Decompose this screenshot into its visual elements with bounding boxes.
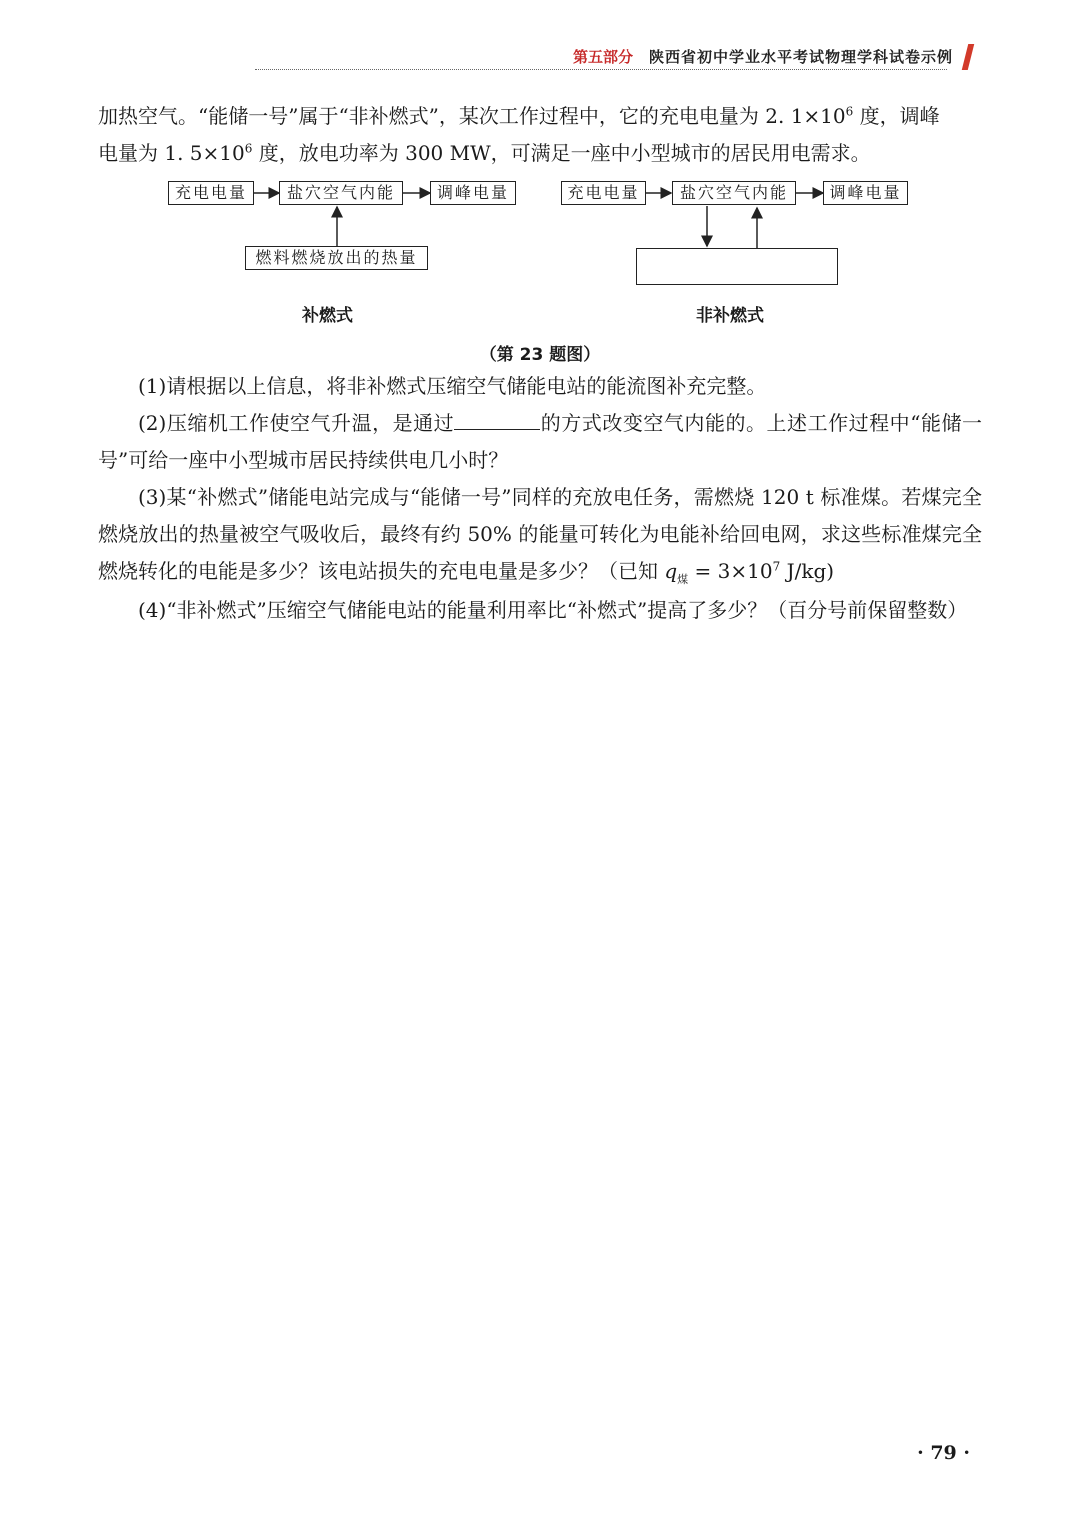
right-box-peak: 调峰电量: [823, 181, 908, 205]
question-3-part-b: = 3×10: [688, 559, 773, 583]
question-2: [98, 405, 982, 479]
right-box-empty-answer[interactable]: [636, 248, 838, 285]
question-3-part-a: (3)某“补燃式”储能电站完成与“能储一号”同样的充放电任务，需燃烧 120 t 标准煤。若煤完全燃烧放出的热量被空气吸收后，最终有约 50% 的能量可转化为电能补给回电网，求这些标准煤完全燃烧转化的电能是多少？该电站损失的充电电量是多少？（已知: [98, 485, 982, 583]
answer-blank[interactable]: [454, 409, 540, 430]
intro-line1-b: 度，调峰: [853, 104, 940, 128]
intro-line2-b: 度，放电功率为 300 MW，可满足一座中小型城市的居民用电需求。: [252, 141, 871, 165]
right-diagram-label: 非补燃式: [696, 306, 764, 326]
flow-diagram-arrows: [0, 0, 1080, 340]
intro-line2-sup: 6: [244, 141, 253, 156]
intro-line1-a: 加热空气。“能储一号”属于“非补燃式”，某次工作过程中，它的充电电量为 2. 1×10: [98, 104, 846, 128]
left-box-cave: 盐穴空气内能: [279, 181, 403, 205]
question-3-q-symbol: q: [664, 559, 678, 583]
question-3-part-c: J/kg): [780, 559, 835, 583]
right-box-charge: 充电电量: [561, 181, 646, 205]
left-diagram-label: 补燃式: [302, 306, 353, 326]
intro-line1-sup: 6: [845, 104, 854, 119]
left-box-charge: 充电电量: [168, 181, 254, 205]
left-box-fuel: 燃料燃烧放出的热量: [245, 246, 428, 270]
figure-caption: （第 23 题图）: [479, 345, 601, 365]
question-1: (1)请根据以上信息，将非补燃式压缩空气储能电站的能流图补充完整。: [138, 374, 767, 398]
question-2-part-a: (2)压缩机工作使空气升温，是通过: [138, 411, 455, 435]
question-2-part-b: 的方式改变空气内能的。上述工作过程中“能储一号”可给一座中小型城市居民持续供电几小时？: [98, 411, 982, 472]
page-number: · 79 ·: [917, 1442, 970, 1464]
left-box-peak: 调峰电量: [430, 181, 516, 205]
question-3-q-subscript: 煤: [677, 573, 689, 586]
header-title: 陕西省初中学业水平考试物理学科试卷示例: [648, 48, 953, 66]
question-3-exponent: 7: [772, 559, 781, 574]
question-3: [98, 479, 982, 590]
intro-line2-a: 电量为 1. 5×10: [98, 141, 245, 165]
header-part: 第五部分: [572, 48, 633, 66]
question-4: (4)“非补燃式”压缩空气储能电站的能量利用率比“补燃式”提高了多少？（百分号前保留整数）: [138, 598, 968, 622]
right-box-cave: 盐穴空气内能: [672, 181, 796, 205]
